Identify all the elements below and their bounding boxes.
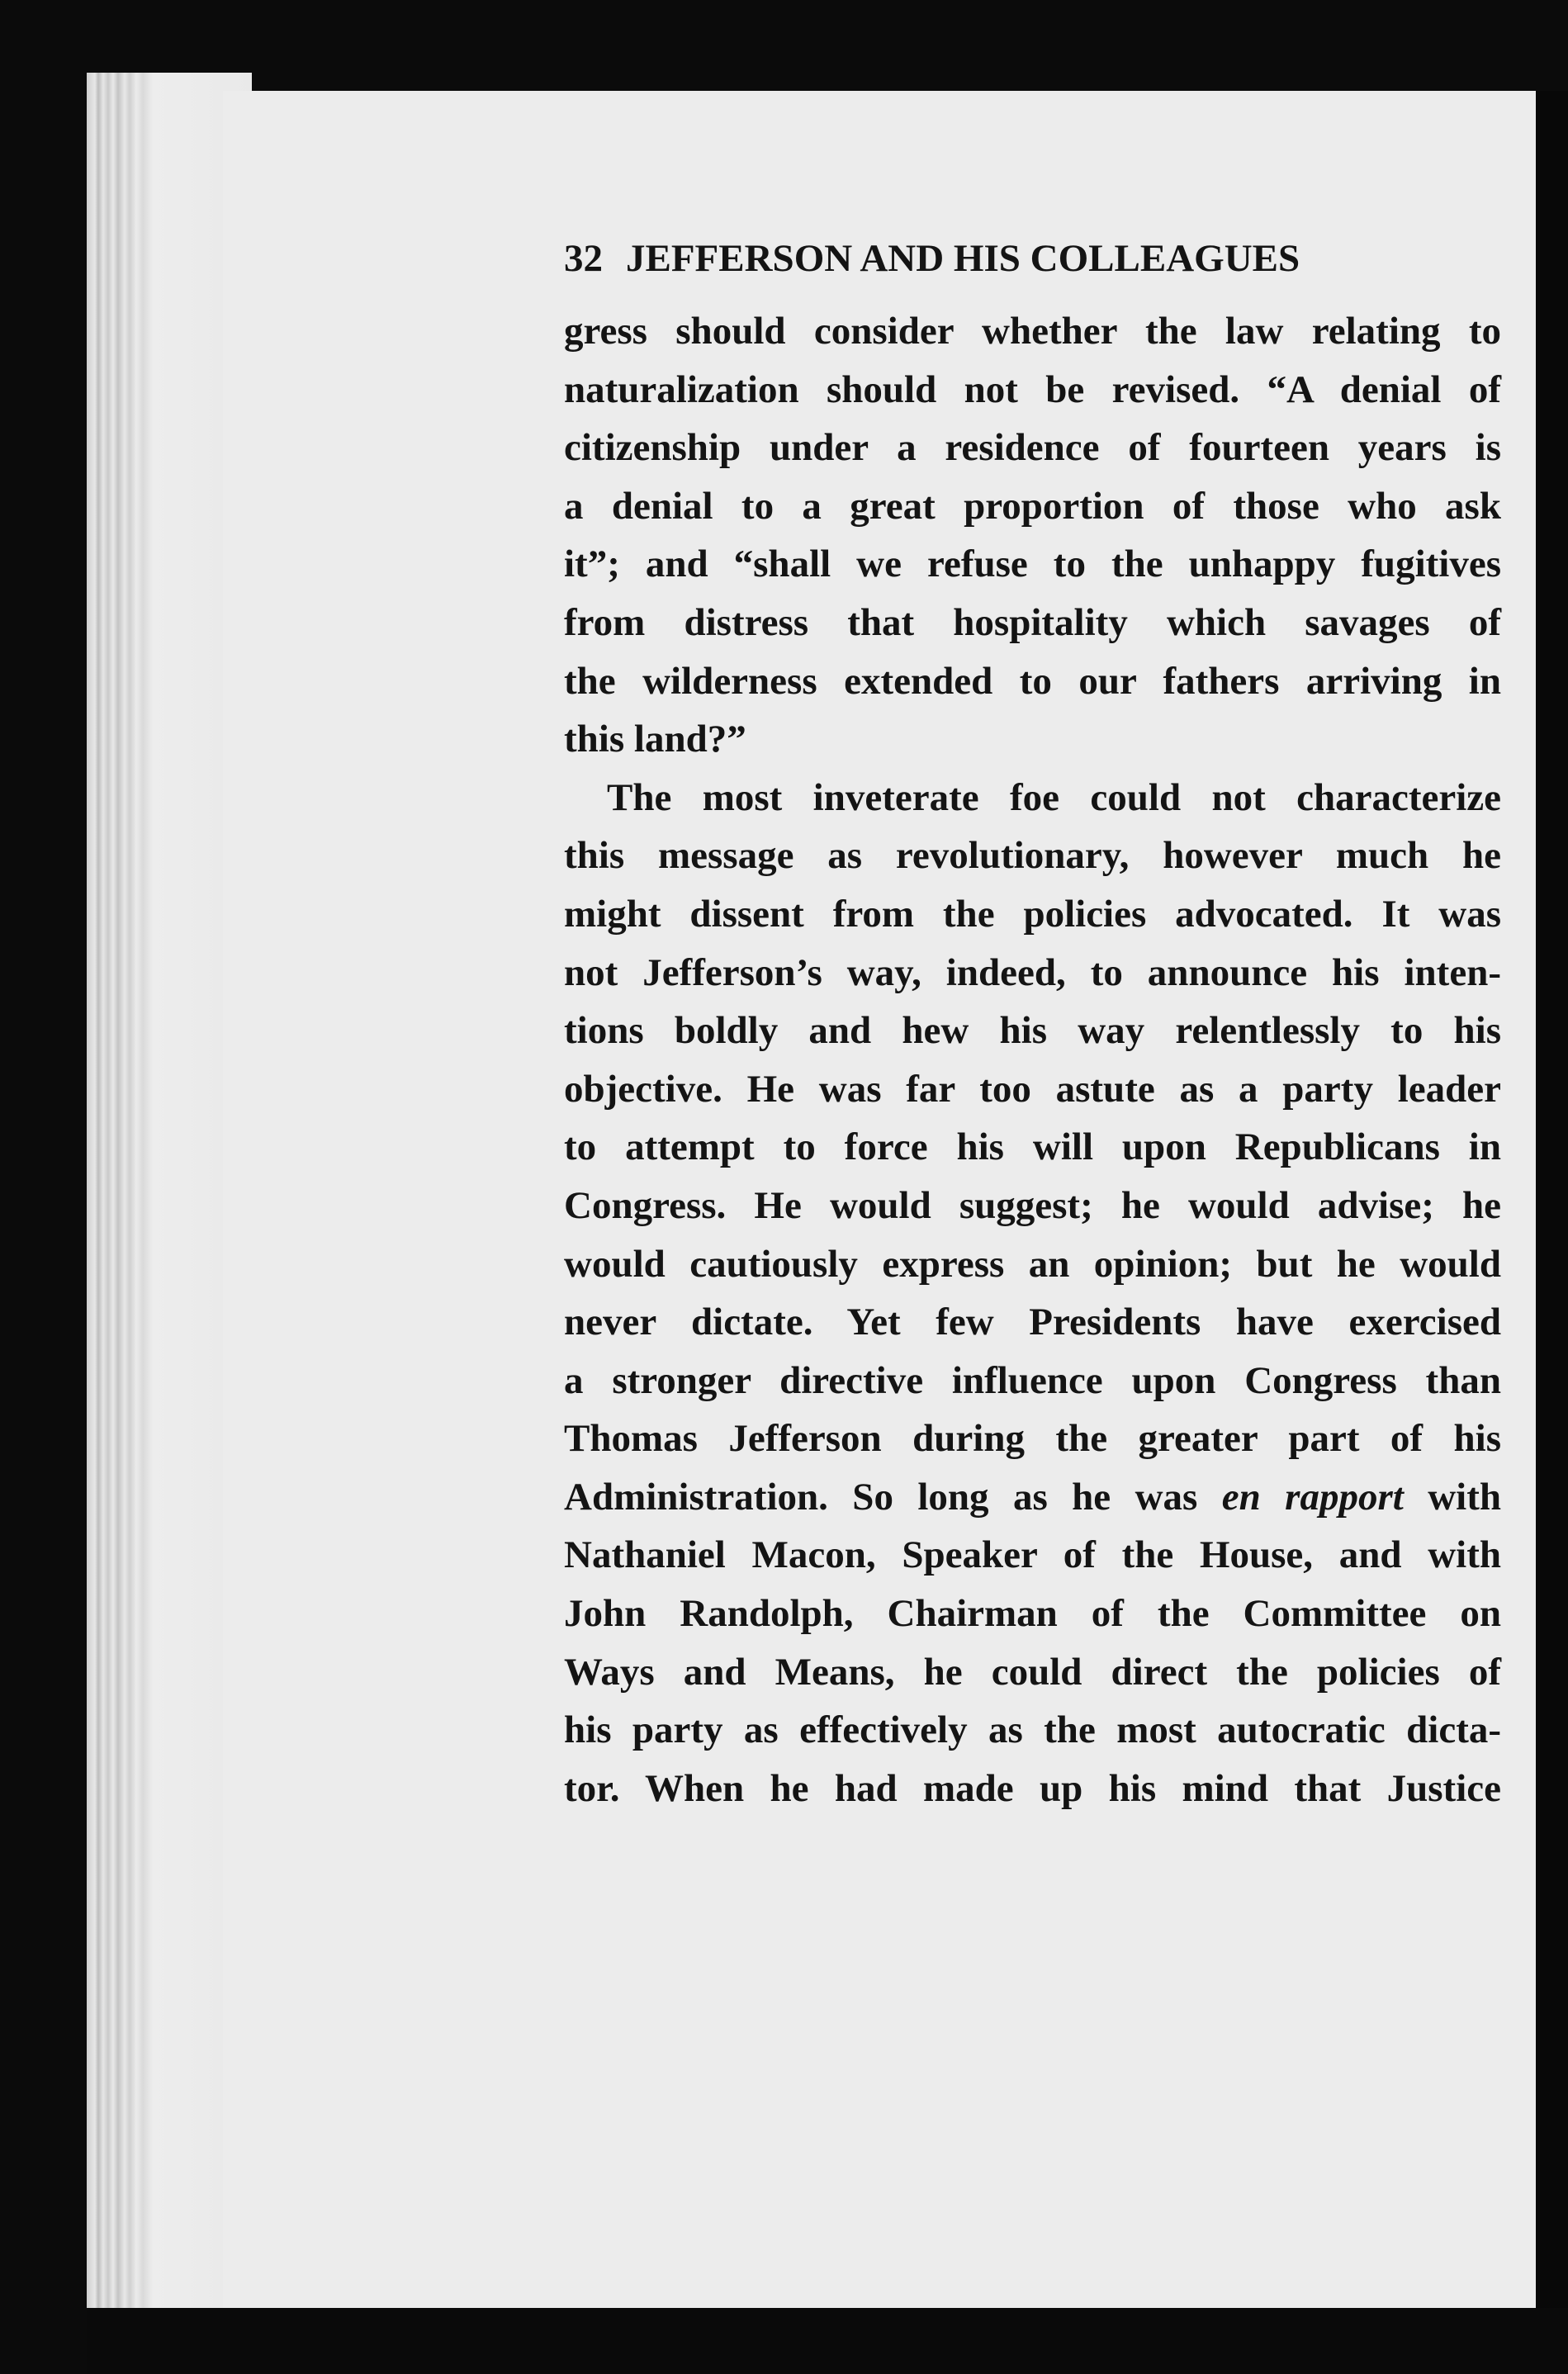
text-line: not Jefferson’s way, indeed, to announce his inten- <box>564 950 1501 994</box>
text-line: to attempt to force his will upon Republicans in <box>564 1125 1501 1169</box>
page-bottom-shadow <box>87 2308 1568 2374</box>
italic-phrase: en rapport <box>1221 1475 1404 1519</box>
text-line: a stronger directive influence upon Congress than <box>564 1358 1501 1402</box>
text-line: his party as effectively as the most autocratic dicta- <box>564 1708 1501 1752</box>
text-fragment: Administration. So long as he was <box>564 1475 1222 1519</box>
text-line: tions boldly and hew his way relentlessly to his <box>564 1009 1501 1053</box>
text-line-en-rapport <box>564 1468 1501 1527</box>
text-fragment: with <box>1403 1475 1502 1519</box>
text-line: tor. When he had made up his mind that Justice <box>564 1766 1501 1810</box>
text-line: Thomas Jefferson during the greater part of his <box>564 1417 1501 1461</box>
running-head <box>564 236 1501 286</box>
text-line: would cautiously express an opinion; but he would <box>564 1242 1501 1286</box>
paragraph-end-line: this land?” <box>564 718 746 761</box>
text-line: citizenship under a residence of fourteen years is <box>564 426 1501 470</box>
body-text <box>564 302 1501 1817</box>
paragraph-start-line: The most inveterate foe could not characterize <box>607 775 1501 819</box>
text-line: Ways and Means, he could direct the policies of <box>564 1650 1501 1694</box>
text-line: naturalization should not be revised. “A denial of <box>564 367 1501 411</box>
page-number: 32 <box>564 237 603 280</box>
text-line: the wilderness extended to our fathers arriving in <box>564 659 1501 703</box>
text-line: might dissent from the policies advocated. It was <box>564 892 1501 936</box>
text-line: Congress. He would suggest; he would advise; he <box>564 1183 1501 1227</box>
text-line: gress should consider whether the law relating to <box>564 310 1501 353</box>
page-right-shadow <box>1536 91 1568 2320</box>
text-line: objective. He was far too astute as a party leader <box>564 1067 1501 1111</box>
text-line: it”; and “shall we refuse to the unhappy fugitives <box>564 543 1501 586</box>
text-line: never dictate. Yet few Presidents have exercised <box>564 1301 1501 1344</box>
text-line: John Randolph, Chairman of the Committee on <box>564 1592 1501 1636</box>
text-line: this message as revolutionary, however much he <box>564 834 1501 878</box>
text-line: a denial to a great proportion of those who ask <box>564 484 1501 528</box>
text-line: Nathaniel Macon, Speaker of the House, and with <box>564 1533 1501 1577</box>
text-line: from distress that hospitality which savages of <box>564 600 1501 644</box>
running-title: JEFFERSON AND HIS COLLEAGUES <box>626 237 1300 280</box>
